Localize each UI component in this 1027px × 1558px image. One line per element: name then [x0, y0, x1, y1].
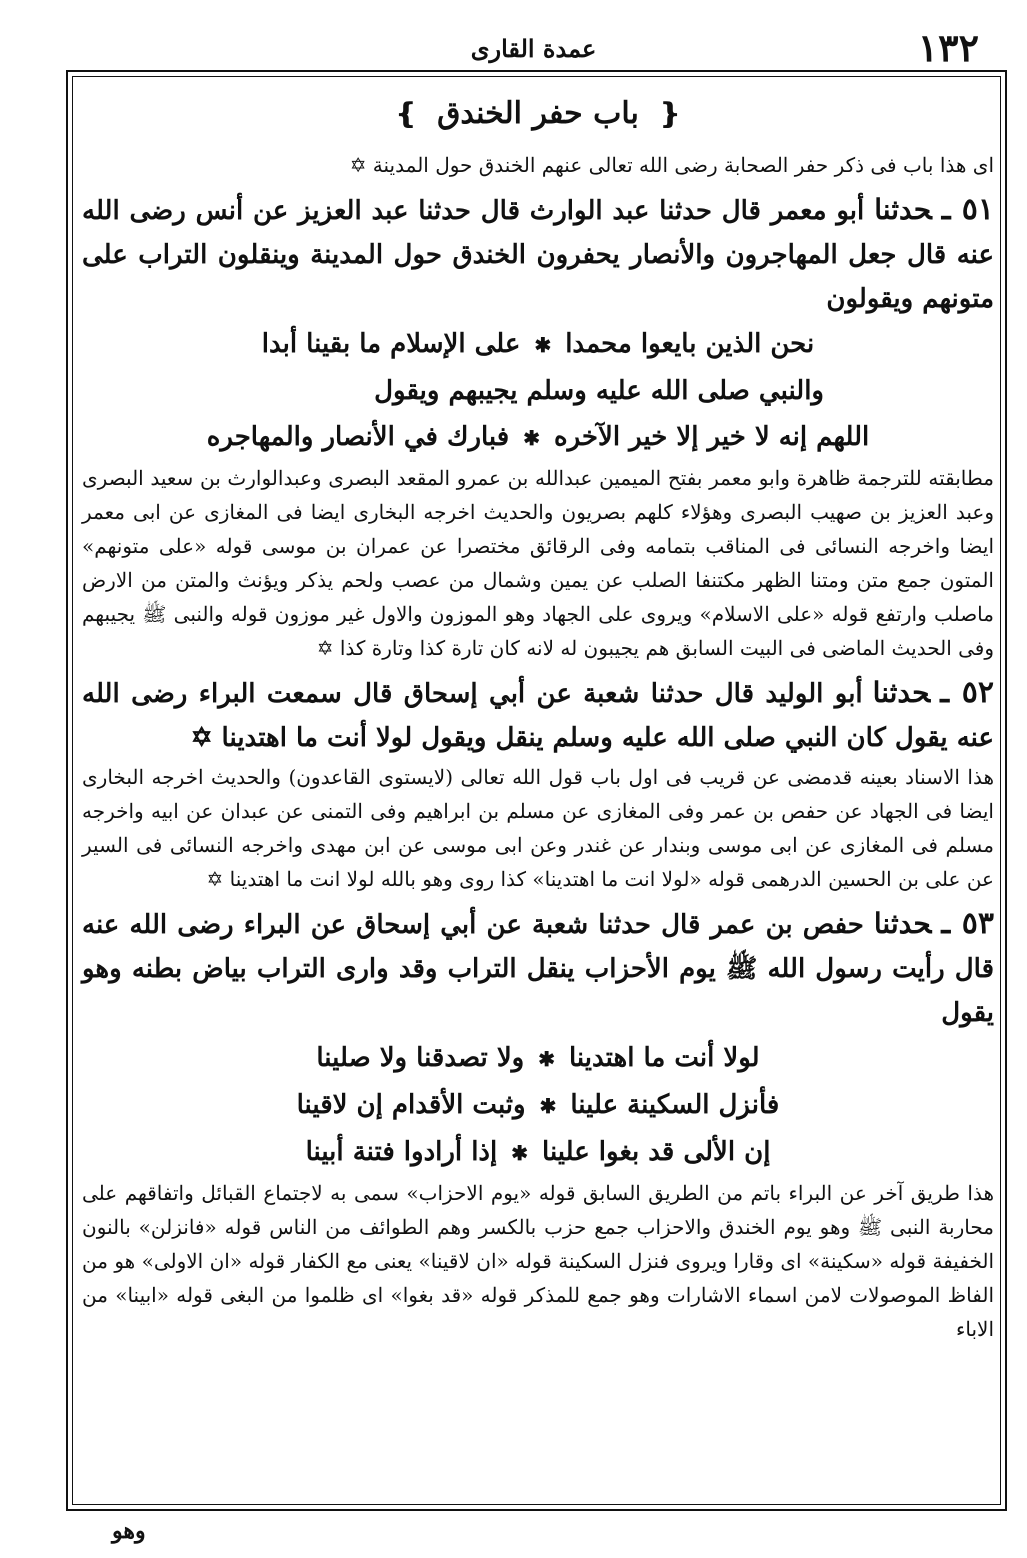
verse-line: [82, 1129, 994, 1176]
hadith-lead: حدثنا: [874, 193, 932, 226]
commentary-51: مطابقته للترجمة ظاهرة وابو معمر بفتح الميمين عبدالله بن عمرو المقعد البصرى وعبدالوارث بن سعيد البصرى وعبد العزيز بن صهيب البصرى وهؤلاء كلهم بصريون والحديث اخرجه البخارى ايضا فى المغازى عن ابى معمر ايضا واخرجه النسائى فى المناقب بتمامه وفى الرقائق مختصرا عن عمران بن موسى قوله «على متونهم» المتون جمع متن ومتنا الظهر مكتنفا الصلب عن يمين وشمال من عصب ولحم يذكر ويؤنث والمتن من الارض ماصلب وارتفع قوله «على الاسلام» ويروى على الجهاد وهو الموزون والاول غير موزون قوله والنبى ﷺ يجيبهم وفى الحديث الماضى فى البيت السابق هم يجيبون له لانه كان تارة كذا وتارة كذا ✡: [82, 466, 994, 660]
verse-separator-icon: ✱: [539, 1094, 557, 1118]
verse-line: [82, 414, 994, 461]
hadith-51: [82, 188, 994, 321]
chapter-title: باب حفر الخندق: [437, 96, 639, 131]
ornament-left-icon: ❵: [394, 97, 418, 130]
hadith-52: [82, 671, 994, 760]
hadith-number: ٥٢ ـ: [940, 675, 994, 710]
verse-hemistich: فبارك في الأنصار والمهاجره: [206, 422, 510, 452]
commentary-53: هذا طريق آخر عن البراء باتم من الطريق السابق قوله «يوم الاحزاب» سمى به لاجتماع القبائل واتفاقهم على محاربة النبى ﷺ وهو يوم الخندق والاحزاب جمع حزب بالكسر وهم الطوائف من الناس قوله «فانزلن» بالنون الخفيفة قوله «سكينة» اى وقارا ويروى فنزل السكينة قوله «ان لاقينا» يعنى مع الكفار قوله «ان الاولى» هو من الفاظ الموصولات لامن اسماء الاشارات وهو جمع للمذكر قوله «قد بغوا» اى ظلموا من البغى قوله «ابينا» من الاباء: [82, 1181, 994, 1341]
verse-hemistich: على الإسلام ما بقينا أبدا: [261, 329, 521, 359]
running-title: عمدة القارى: [470, 34, 597, 63]
verse-hemistich: إذا أرادوا فتنة أبينا: [305, 1137, 498, 1167]
ornament-right-icon: ❴: [658, 97, 682, 130]
hadith-text: أبو الوليد قال حدثنا شعبة عن أبي إسحاق قال سمعت البراء رضى الله عنه يقول كان النبي صلى الله عليه وسلم ينقل ويقول لولا أنت ما اهتدينا ✡: [82, 679, 994, 753]
chapter-heading: [82, 96, 994, 148]
chapter-description: اى هذا باب فى ذكر حفر الصحابة رضى الله تعالى عنهم الخندق حول المدينة ✡: [349, 153, 994, 177]
verse-line: [82, 321, 994, 368]
verse-hemistich: وثبت الأقدام إن لاقينا: [296, 1090, 526, 1120]
verse-hemistich: ولا تصدقنا ولا صلينا: [316, 1043, 525, 1073]
verse-separator-icon: ✱: [538, 1047, 555, 1071]
hadith-number: ٥٣ ـ: [941, 906, 994, 941]
verse-hemistich: نحن الذين بايعوا محمدا: [565, 329, 815, 359]
hadith-number: ٥١ ـ: [941, 192, 994, 227]
verse-hemistich: اللهم إنه لا خير إلا خير الآخره: [553, 422, 870, 452]
verse-hemistich: فأنزل السكينة علينا: [570, 1090, 780, 1120]
verse-separator-icon: ✱: [511, 1141, 529, 1165]
verse-line: [82, 1082, 994, 1129]
page-content: [82, 96, 994, 1346]
verse-hemistich: إن الألى قد بغوا علينا: [542, 1137, 771, 1167]
page-number: ١٣٢: [917, 25, 979, 70]
verse-line: [82, 1035, 994, 1082]
catchword: وهو: [112, 1518, 146, 1544]
hadith-narration: والنبي صلى الله عليه وسلم يجيبهم ويقول: [374, 376, 824, 406]
verse-separator-icon: ✱: [534, 333, 552, 357]
hadith-lead: حدثنا: [872, 676, 931, 709]
page-header: [62, 25, 1005, 70]
hadith-lead: حدثنا: [873, 907, 932, 940]
hadith-text: حفص بن عمر قال حدثنا شعبة عن أبي إسحاق عن البراء رضى الله عنه قال رأيت رسول الله ﷺ يوم الأحزاب ينقل التراب وقد وارى التراب بياض بطنه وهو يقول: [82, 910, 994, 1028]
verse-separator-icon: ✱: [523, 426, 540, 450]
hadith-text: أبو معمر قال حدثنا عبد الوارث قال حدثنا عبد العزيز عن أنس رضى الله عنه قال جعل المهاجرون والأنصار يحفرون الخندق حول المدينة وينقلون التراب على متونهم ويقولون: [82, 196, 994, 314]
commentary-52: هذا الاسناد بعينه قدمضى عن قريب فى اول باب قول الله تعالى (لايستوى القاعدون) والحديث اخرجه البخارى ايضا فى الجهاد عن حفص بن عمر وفى المغازى عن مسلم بن ابراهيم وفى التمنى عن عبدان عن ابيه واخرجه مسلم فى المغازى عن ابى موسى وبندار عن غندر وعن ابى موسى عن ابن مهدى واخرجه النسائى فى السير عن على بن الحسين الدرهمى قوله «لولا انت ما اهتدينا» كذا روى وهو بالله لولا انت ما اهتدينا ✡: [82, 765, 994, 891]
verse-hemistich: لولا أنت ما اهتدينا: [569, 1043, 760, 1073]
hadith-53: [82, 902, 994, 1035]
